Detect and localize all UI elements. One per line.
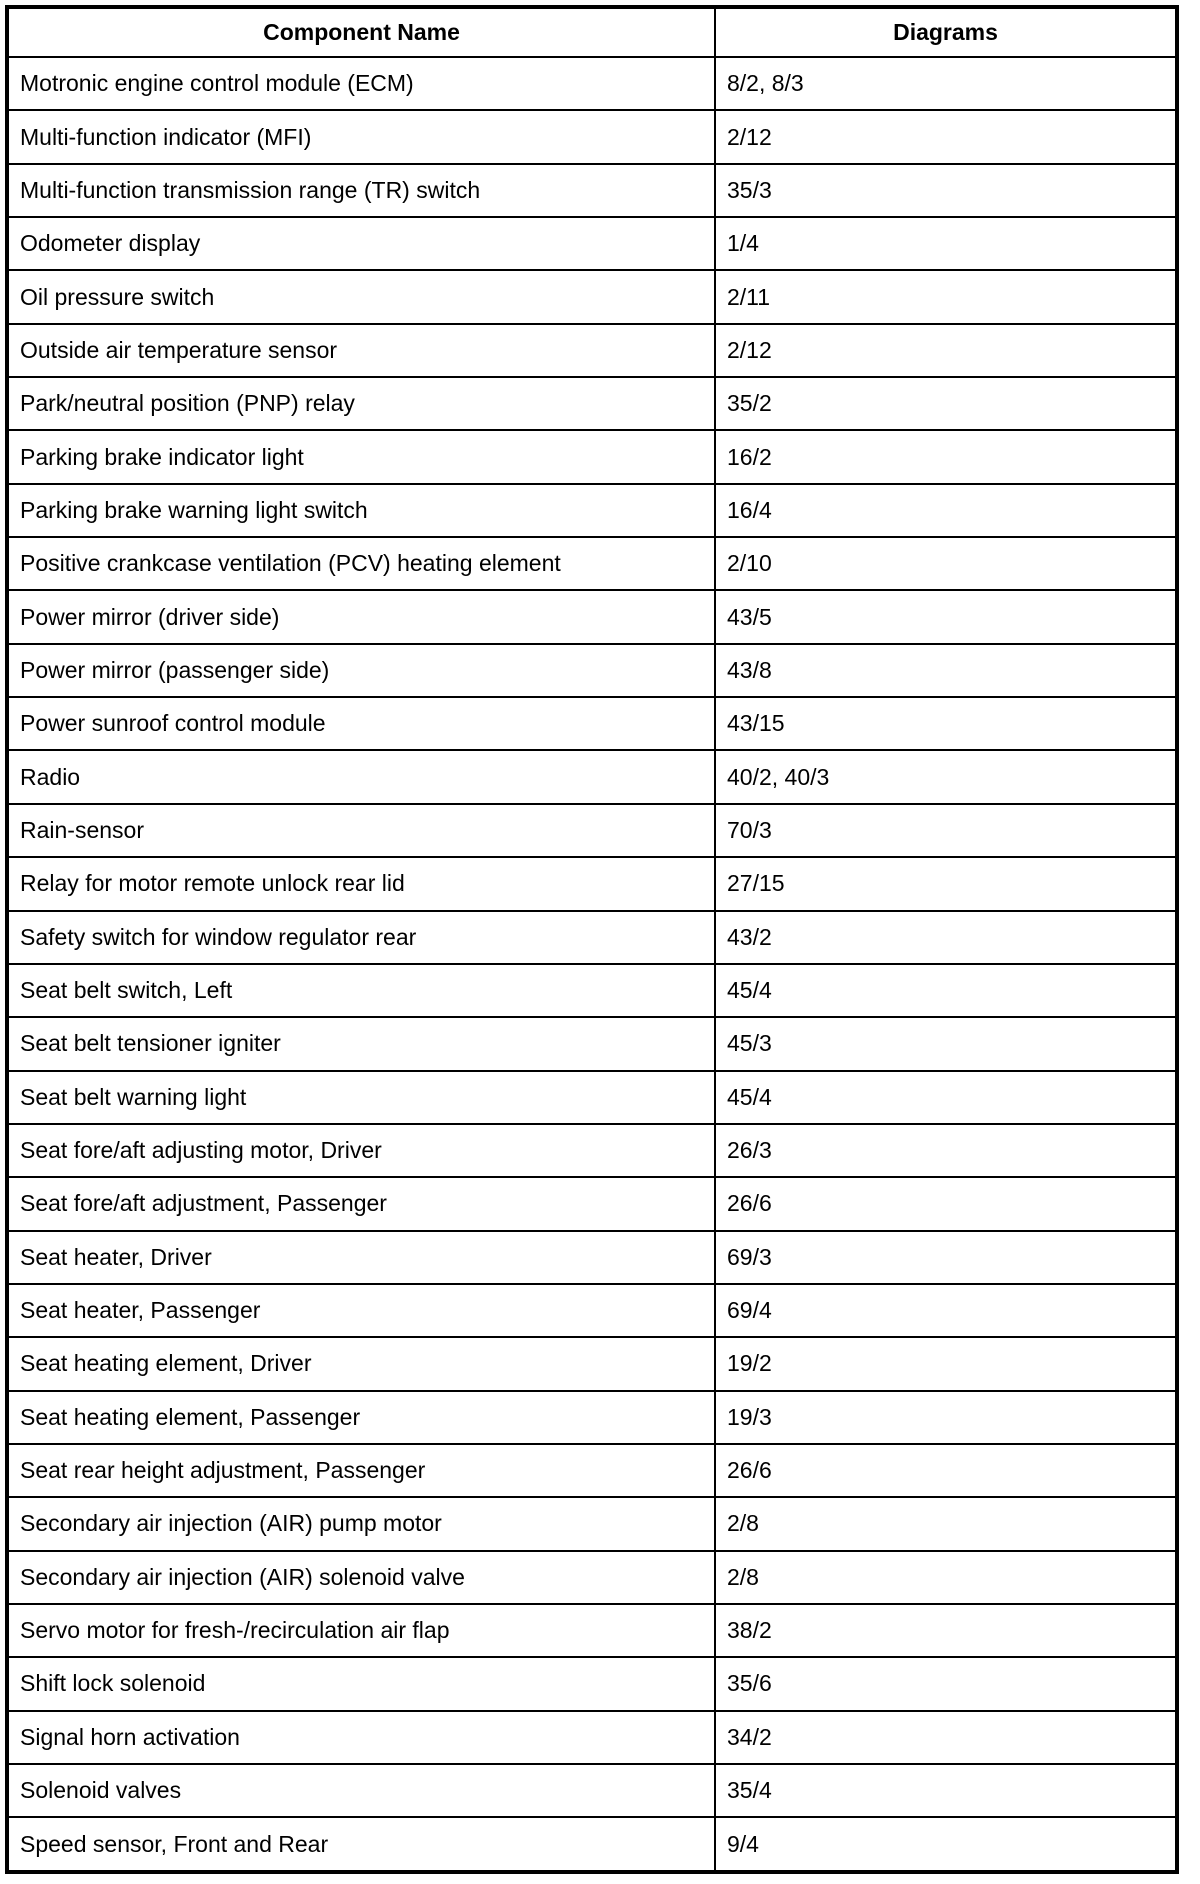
component-name-cell: Signal horn activation	[9, 1711, 715, 1764]
table-row	[9, 1657, 1175, 1710]
component-name-cell: Shift lock solenoid	[9, 1657, 715, 1710]
component-name-cell: Speed sensor, Front and Rear	[9, 1817, 715, 1870]
diagrams-cell: 2/12	[715, 324, 1175, 377]
diagrams-cell: 26/6	[715, 1444, 1175, 1497]
diagrams-cell: 45/4	[715, 1071, 1175, 1124]
diagrams-cell: 26/6	[715, 1177, 1175, 1230]
diagrams-cell: 19/2	[715, 1337, 1175, 1390]
table-row	[9, 590, 1175, 643]
diagrams-cell: 16/2	[715, 430, 1175, 483]
table-row	[9, 1231, 1175, 1284]
diagrams-cell: 38/2	[715, 1604, 1175, 1657]
component-name-cell: Seat heating element, Driver	[9, 1337, 715, 1390]
component-name-cell: Park/neutral position (PNP) relay	[9, 377, 715, 430]
diagrams-cell: 2/10	[715, 537, 1175, 590]
component-table	[9, 9, 1175, 1870]
table-row	[9, 1071, 1175, 1124]
diagrams-cell: 35/3	[715, 164, 1175, 217]
component-name-cell: Relay for motor remote unlock rear lid	[9, 857, 715, 910]
component-index-table	[5, 5, 1179, 1874]
component-name-cell: Seat heating element, Passenger	[9, 1391, 715, 1444]
component-name-cell: Seat heater, Driver	[9, 1231, 715, 1284]
diagrams-cell: 40/2, 40/3	[715, 750, 1175, 803]
component-name-cell: Servo motor for fresh-/recirculation air flap	[9, 1604, 715, 1657]
diagrams-cell: 35/4	[715, 1764, 1175, 1817]
table-row	[9, 1764, 1175, 1817]
component-name-cell: Seat belt warning light	[9, 1071, 715, 1124]
table-row	[9, 57, 1175, 110]
diagrams-cell: 2/11	[715, 270, 1175, 323]
component-name-cell: Seat fore/aft adjustment, Passenger	[9, 1177, 715, 1230]
diagrams-cell: 43/15	[715, 697, 1175, 750]
component-name-cell: Power mirror (driver side)	[9, 590, 715, 643]
table-row	[9, 110, 1175, 163]
header-component-name: Component Name	[9, 9, 715, 57]
table-row	[9, 911, 1175, 964]
table-row	[9, 750, 1175, 803]
table-row	[9, 697, 1175, 750]
component-name-cell: Outside air temperature sensor	[9, 324, 715, 377]
table-row	[9, 164, 1175, 217]
diagrams-cell: 8/2, 8/3	[715, 57, 1175, 110]
header-row	[9, 9, 1175, 57]
diagrams-cell: 19/3	[715, 1391, 1175, 1444]
diagrams-cell: 35/2	[715, 377, 1175, 430]
table-row	[9, 430, 1175, 483]
component-name-cell: Rain-sensor	[9, 804, 715, 857]
table-row	[9, 1551, 1175, 1604]
diagrams-cell: 70/3	[715, 804, 1175, 857]
table-row	[9, 537, 1175, 590]
table-body	[9, 57, 1175, 1870]
table-row	[9, 1817, 1175, 1870]
diagrams-cell: 26/3	[715, 1124, 1175, 1177]
component-name-cell: Seat belt tensioner igniter	[9, 1017, 715, 1070]
diagrams-cell: 43/8	[715, 644, 1175, 697]
table-row	[9, 1284, 1175, 1337]
component-name-cell: Seat heater, Passenger	[9, 1284, 715, 1337]
table-row	[9, 1444, 1175, 1497]
table-row	[9, 324, 1175, 377]
table-row	[9, 1337, 1175, 1390]
component-name-cell: Secondary air injection (AIR) solenoid valve	[9, 1551, 715, 1604]
diagrams-cell: 69/3	[715, 1231, 1175, 1284]
component-name-cell: Motronic engine control module (ECM)	[9, 57, 715, 110]
table-row	[9, 964, 1175, 1017]
diagrams-cell: 2/8	[715, 1551, 1175, 1604]
component-name-cell: Seat rear height adjustment, Passenger	[9, 1444, 715, 1497]
table-row	[9, 1177, 1175, 1230]
component-name-cell: Power mirror (passenger side)	[9, 644, 715, 697]
diagrams-cell: 27/15	[715, 857, 1175, 910]
diagrams-cell: 45/4	[715, 964, 1175, 1017]
diagrams-cell: 16/4	[715, 484, 1175, 537]
table-header	[9, 9, 1175, 57]
diagrams-cell: 69/4	[715, 1284, 1175, 1337]
component-name-cell: Seat fore/aft adjusting motor, Driver	[9, 1124, 715, 1177]
component-name-cell: Positive crankcase ventilation (PCV) heating element	[9, 537, 715, 590]
diagrams-cell: 2/8	[715, 1497, 1175, 1550]
component-name-cell: Multi-function indicator (MFI)	[9, 110, 715, 163]
table-row	[9, 857, 1175, 910]
table-row	[9, 270, 1175, 323]
component-name-cell: Multi-function transmission range (TR) switch	[9, 164, 715, 217]
table-row	[9, 644, 1175, 697]
component-name-cell: Parking brake warning light switch	[9, 484, 715, 537]
table-row	[9, 217, 1175, 270]
diagrams-cell: 34/2	[715, 1711, 1175, 1764]
component-name-cell: Solenoid valves	[9, 1764, 715, 1817]
component-name-cell: Oil pressure switch	[9, 270, 715, 323]
table-row	[9, 1497, 1175, 1550]
component-name-cell: Odometer display	[9, 217, 715, 270]
diagrams-cell: 2/12	[715, 110, 1175, 163]
component-name-cell: Power sunroof control module	[9, 697, 715, 750]
component-name-cell: Secondary air injection (AIR) pump motor	[9, 1497, 715, 1550]
component-name-cell: Seat belt switch, Left	[9, 964, 715, 1017]
table-row	[9, 1711, 1175, 1764]
table-row	[9, 1391, 1175, 1444]
table-row	[9, 1124, 1175, 1177]
table-row	[9, 484, 1175, 537]
diagrams-cell: 43/2	[715, 911, 1175, 964]
diagrams-cell: 1/4	[715, 217, 1175, 270]
table-row	[9, 377, 1175, 430]
component-name-cell: Radio	[9, 750, 715, 803]
table-row	[9, 1604, 1175, 1657]
diagrams-cell: 45/3	[715, 1017, 1175, 1070]
header-diagrams: Diagrams	[715, 9, 1175, 57]
diagrams-cell: 35/6	[715, 1657, 1175, 1710]
diagrams-cell: 9/4	[715, 1817, 1175, 1870]
component-name-cell: Parking brake indicator light	[9, 430, 715, 483]
diagrams-cell: 43/5	[715, 590, 1175, 643]
table-row	[9, 1017, 1175, 1070]
table-row	[9, 804, 1175, 857]
component-name-cell: Safety switch for window regulator rear	[9, 911, 715, 964]
